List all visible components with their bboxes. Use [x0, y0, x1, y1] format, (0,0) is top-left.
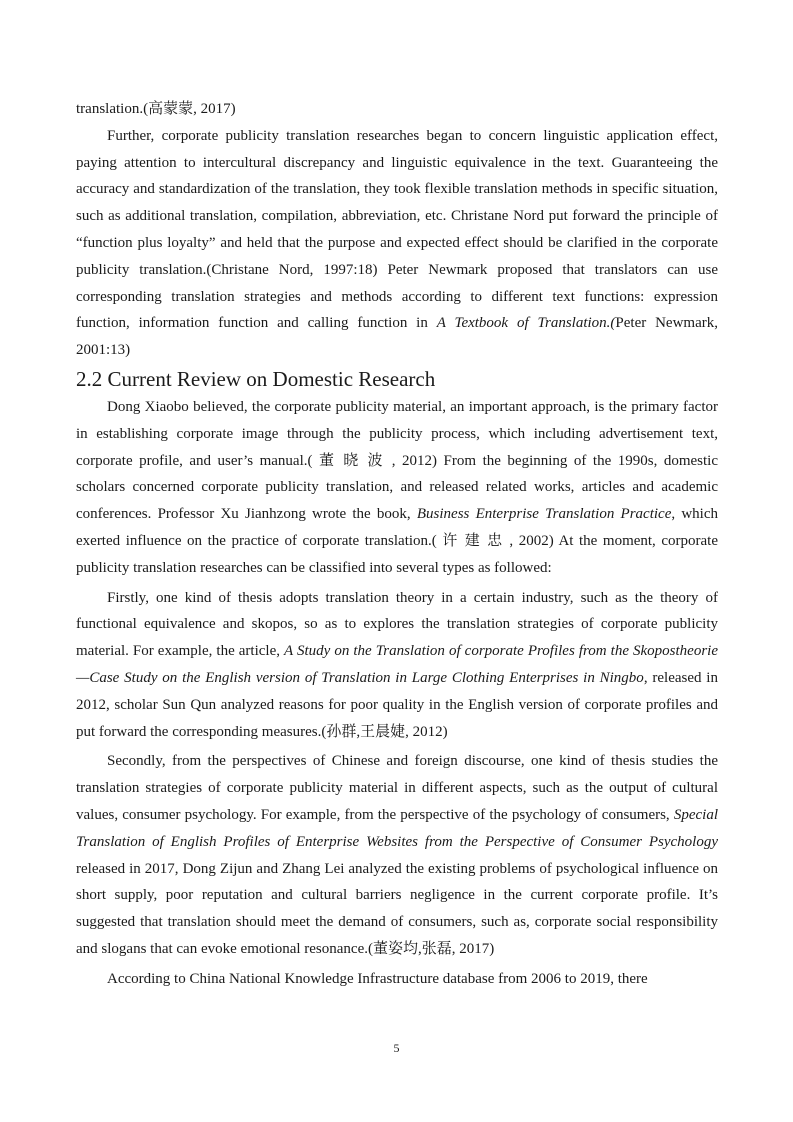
paragraph-4: Secondly, from the perspectives of Chinese and foreign discourse, one kind of thesis studies the translation strategies of corporate publicity material in different aspects, such as the output of cultural values, consumer psychology. For example, from the perspective of the psychology of consumers, Special Translation of English Profiles of Enterprise Websites from the Perspective of Consumer Psychology released in 2017, Dong Zijun and Zhang Lei analyzed the existing problems of psychological influence on short supply, poor reputation and cultural barriers negligence in the current corporate profile. It’s suggested that translation should meet the demand of consumers, such as, corporate social responsibility and slogans that can evoke emotional resonance.(董姿均,张磊, 2017): [76, 753, 718, 957]
paragraph-1: Further, corporate publicity translation researches began to concern linguistic application effect, paying attention to intercultural discrepancy and linguistic equivalence in the text. Guaranteeing the accuracy and standardization of the translation, they took flexible translation methods in specific situation, such as additional translation, compilation, abbreviation, etc. Christane Nord put forward the principle of “function plus loyalty” and held that the purpose and expected effect should be clarified in the corporate publicity translation.(Christane Nord, 1997:18) Peter Newmark proposed that translators can use corresponding translation strategies and methods according to different text functions: expression function, information function and calling function in A Textbook of Translation.(Peter Newmark, 2001:13): [76, 127, 718, 359]
section-heading: 2.2 Current Review on Domestic Research: [76, 366, 436, 391]
article-title: Special Translation of English Profiles of Enterprise Websites from the Perspective of Consumer Psychology: [76, 806, 718, 850]
paragraph-2: Dong Xiaobo believed, the corporate publicity material, an important approach, is the primary factor in establishing corporate image through the publicity process, which including advertisement text, corporate profile, and user’s manual.( 董 晓 波 , 2012) From the beginning of the 1990s, domestic scholars concerned corporate publicity translation, and released related works, articles and academic conferences. Professor Xu Jianhzong wrote the book, Business Enterprise Translation Practice, which exerted influence on the practice of corporate translation.( 许 建 忠 , 2002) At the moment, corporate publicity translation researches can be classified into several types as followed:: [76, 398, 718, 576]
article-title: A Study on the Translation of corporate Profiles from the Skopostheorie—Case Study on the English version of Translation in Large Clothing Enterprises in Ningbo: [76, 643, 718, 686]
book-title: A Textbook of Translation.(: [436, 315, 616, 332]
page-number: 5: [393, 1041, 400, 1055]
paragraph-continuation: translation.(高蒙蒙, 2017): [76, 101, 236, 117]
paragraph-5: According to China National Knowledge Infrastructure database from 2006 to 2019, there: [107, 970, 648, 987]
page-body: [76, 96, 718, 993]
book-title: Business Enterprise Translation Practice: [416, 506, 672, 523]
paragraph-3: Firstly, one kind of thesis adopts translation theory in a certain industry, such as the theory of functional equivalence and skopos, so as to explores the translation strategies of corporate publicity material. For example, the article, A Study on the Translation of corporate Profiles from the Skopostheorie—Case Study on the English version of Translation in Large Clothing Enterprises in Ningbo, released in 2012, scholar Sun Qun analyzed reasons for poor quality in the English version of corporate profiles and put forward the corresponding measures.(孙群,王晨婕, 2012): [76, 589, 718, 740]
